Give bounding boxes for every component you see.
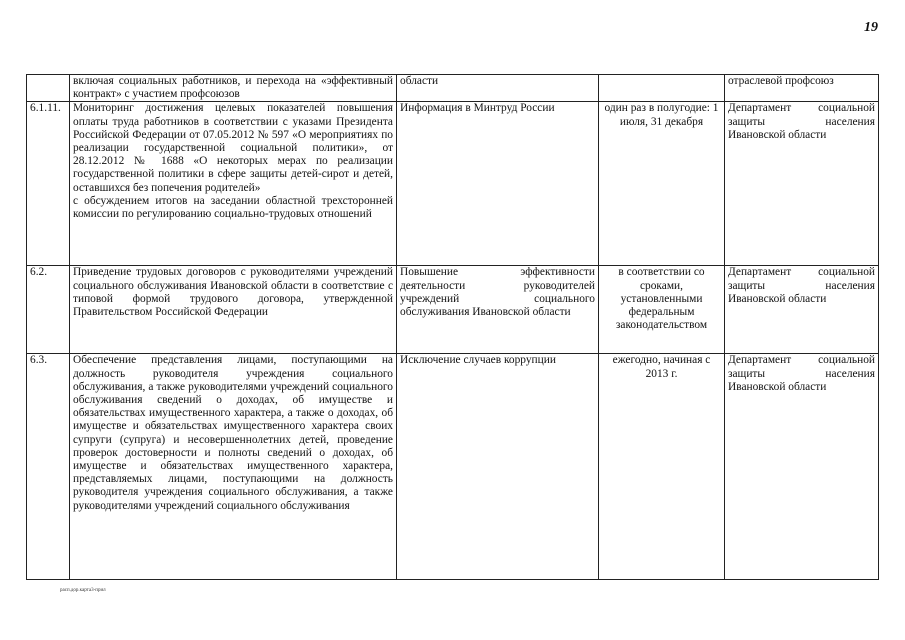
responsible-cell: отраслевой профсоюз bbox=[725, 75, 879, 102]
row-number bbox=[27, 75, 70, 102]
action-cell: включая социальных работников, и перехода на «эффективный контракт» с участием профсоюзов bbox=[70, 75, 397, 102]
table-row bbox=[27, 266, 879, 354]
deadline-cell bbox=[599, 75, 725, 102]
roadmap-table bbox=[26, 74, 879, 580]
result-cell: Исключение случаев коррупции bbox=[397, 354, 599, 580]
responsible-cell: Департамент социальной защиты населения Ивановской области bbox=[725, 102, 879, 266]
result-cell: Повышение эффективности деятельности руководителей учреждений социального обслуживания Ивановской области bbox=[397, 266, 599, 354]
row-number: 6.1.11. bbox=[27, 102, 70, 266]
deadline-cell: один раз в полугодие: 1 июля, 31 декабря bbox=[599, 102, 725, 266]
table-row bbox=[27, 102, 879, 266]
footer-note: расп.дор.карта3-прил bbox=[60, 588, 106, 593]
deadline-cell: в соответствии со сроками, установленными федеральным законодательством bbox=[599, 266, 725, 354]
action-cell bbox=[70, 102, 397, 266]
action-cell: Приведение трудовых договоров с руководителями учреждений социального обслуживания Ивановской области в соответствие с типовой формой трудового договора, утвержденной Правительством Российской Федерации bbox=[70, 266, 397, 354]
row-number: 6.3. bbox=[27, 354, 70, 580]
page-number: 19 bbox=[864, 20, 878, 35]
table-row bbox=[27, 354, 879, 580]
action-text: Мониторинг достижения целевых показателей повышения оплаты труда работников в соответствии с указами Президента Российской Федерации от 07.05.2012 № 597 «О мероприятиях по реализации государственной социальной политики», от 28.12.2012 № 1688 «О некоторых мерах по реализации государственной политики в сфере защиты детей-сирот и детей, оставшихся без попечения родителей» bbox=[73, 102, 393, 194]
result-cell: Информация в Минтруд России bbox=[397, 102, 599, 266]
responsible-cell: Департамент социальной защиты населения Ивановской области bbox=[725, 354, 879, 580]
row-number: 6.2. bbox=[27, 266, 70, 354]
responsible-cell: Департамент социальной защиты населения Ивановской области bbox=[725, 266, 879, 354]
deadline-cell: ежегодно, начиная с 2013 г. bbox=[599, 354, 725, 580]
action-extra-text: с обсуждением итогов на заседании областной трехсторонней комиссии по регулированию социально-трудовых отношений bbox=[73, 194, 393, 221]
action-cell: Обеспечение представления лицами, поступающими на должность руководителя учреждения социального обслуживания, а также руководителями учреждений социального обслуживания сведений о доходах, об имуществе и обязательствах имущественного характера, а также о доходах, об имуществе и обязательствах имущественного характера своих супруги (супруга) и несовершеннолетних детей, проведение проверок достоверности и полноты сведений о доходах, об имуществе и обязательствах имущественного характера, представляемых лицами, поступающими на должность руководителя учреждения социального обслуживания, а также руководителями учреждений социального обслуживания bbox=[70, 354, 397, 580]
table-row bbox=[27, 75, 879, 102]
result-cell: области bbox=[397, 75, 599, 102]
